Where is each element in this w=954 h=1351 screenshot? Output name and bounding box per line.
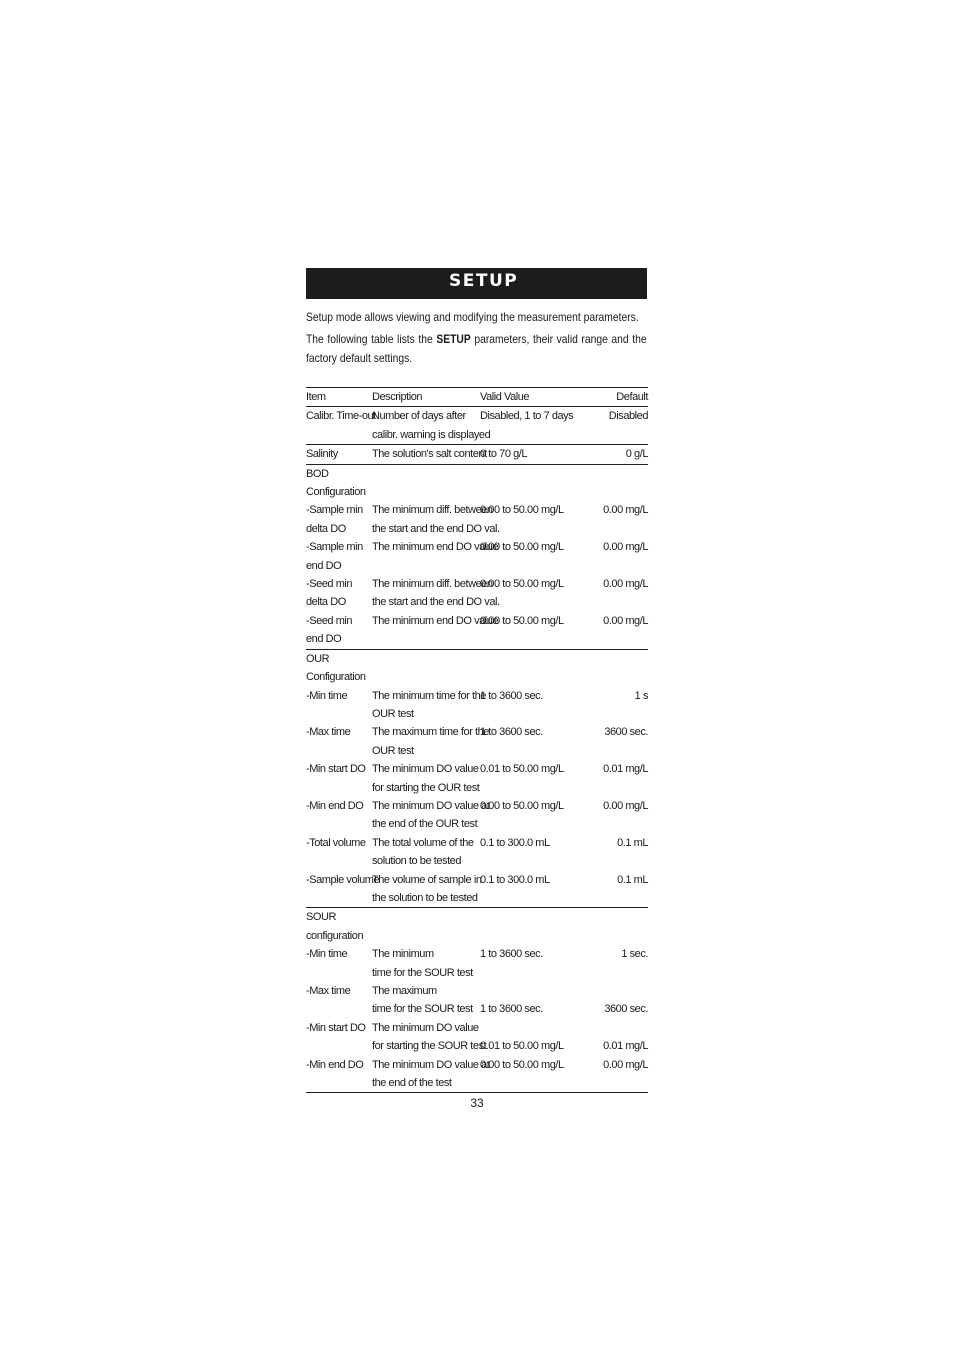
cell-item: end DO [306,630,372,649]
cell-description [372,908,480,927]
cell-description: time for the SOUR test [372,1003,473,1016]
table-row [306,889,648,908]
cell-description: solution to be tested [372,855,462,868]
section-title: SETUP [449,271,519,291]
cell-item [306,889,372,908]
table-header-row [306,388,648,407]
cell-item: Configuration [306,486,366,499]
cell-item: -Min end DO [306,799,364,812]
setup-parameters-table [306,387,648,1093]
cell-default: 0.00 mg/L [603,541,648,554]
cell-description [372,464,480,483]
cell-item [306,1000,372,1018]
cell-description: The maximum [372,985,437,997]
cell-default [580,964,648,982]
cell-item: -Min time [306,689,348,702]
cell-default [580,982,648,1000]
cell-description: time for the SOUR test [372,966,473,979]
cell-item [306,815,372,833]
cell-valid-value: 0.1 to 300.0 mL [480,873,550,886]
cell-item: -Sample volume [306,873,380,886]
cell-description: The minimum DO value at [372,799,490,812]
table-row [306,815,648,833]
cell-default: 0 g/L [580,445,648,464]
intro-line-2 [306,330,647,368]
cell-valid-value [480,668,580,686]
intro-text-after: parameters, their valid range and the factory default settings. [306,332,647,365]
cell-default: 0.1 mL [617,873,648,886]
table-row [306,1074,648,1093]
cell-item: SOUR [306,911,336,924]
table-row [306,927,648,945]
cell-valid-value [480,964,580,982]
cell-valid-value [480,815,580,833]
cell-item: Salinity [306,445,372,464]
table-row [306,945,648,963]
cell-default [580,852,648,870]
cell-item: -Max time [306,985,351,997]
cell-default [580,908,648,927]
table-row [306,407,648,426]
table-body [306,407,648,1093]
table-row [306,1019,648,1037]
cell-default: 0.00 mg/L [603,1058,648,1071]
cell-item [306,742,372,760]
cell-valid-value [480,426,580,445]
table-row [306,687,648,705]
cell-default [580,483,648,501]
cell-item: delta DO [306,596,346,609]
cell-description [372,668,480,686]
cell-valid-value: 0.00 to 50.00 mg/L [480,541,564,554]
cell-description: OUR test [372,707,414,720]
cell-item: -Min start DO [306,1021,366,1034]
cell-valid-value: 0.00 to 50.00 mg/L [480,799,564,812]
cell-default: 0.1 mL [617,836,648,849]
cell-item [306,964,372,982]
cell-description [372,927,480,945]
cell-item [306,426,372,445]
cell-description: The maximum time for the [372,726,489,739]
table-row [306,834,648,852]
cell-item: Calibr. Time-out [306,410,376,423]
cell-default [580,815,648,833]
cell-valid-value: 1 to 3600 sec. [480,726,543,739]
cell-default: 3600 sec. [604,726,648,739]
table-row [306,612,648,630]
cell-valid-value [480,483,580,501]
table-row [306,445,648,464]
table-row [306,964,648,982]
cell-description: the end of the OUR test [372,818,478,831]
table-row [306,557,648,575]
cell-valid-value: 0.01 to 50.00 mg/L [480,763,564,776]
cell-valid-value [480,1074,580,1093]
cell-description: OUR test [372,744,414,757]
cell-default: 0.01 mg/L [603,763,648,776]
cell-description: Number of days after [372,410,466,423]
cell-valid-value [480,649,580,668]
table-row [306,501,648,519]
cell-default: 1 sec. [621,948,648,961]
cell-valid-value [480,1019,580,1037]
cell-valid-value: 0.00 to 50.00 mg/L [480,504,564,517]
table-row [306,705,648,723]
cell-description: The minimum [372,948,434,961]
table-row [306,520,648,538]
table-row [306,593,648,611]
table-row [306,668,648,686]
table-row [306,575,648,593]
cell-default: 1 s [634,689,648,702]
table-row [306,1056,648,1074]
cell-valid-value [480,908,580,927]
header-valid-value: Valid Value [480,388,580,407]
table-row [306,538,648,556]
cell-description: The solution's salt content [372,445,480,464]
cell-valid-value [480,705,580,723]
cell-default [580,426,648,445]
cell-valid-value: 0.1 to 300.0 mL [480,836,550,849]
cell-description [372,649,480,668]
cell-description: The minimum DO value [372,763,479,776]
cell-item: -Max time [306,726,351,739]
cell-description [372,630,480,649]
cell-valid-value: 1 to 3600 sec. [480,948,543,961]
cell-default: 0.01 mg/L [603,1040,648,1053]
cell-valid-value [480,630,580,649]
table-row [306,982,648,1000]
cell-default [580,1074,648,1093]
cell-item: delta DO [306,522,346,535]
cell-default [580,520,648,538]
cell-description: for starting the SOUR test [372,1040,487,1053]
table-row [306,852,648,870]
cell-default [580,593,648,611]
cell-valid-value: 0.00 to 50.00 mg/L [480,614,564,627]
cell-default [580,630,648,649]
cell-valid-value: 1 to 3600 sec. [480,1003,543,1016]
cell-item: -Sample min [306,541,363,554]
cell-valid-value: Disabled, 1 to 7 days [480,410,574,423]
intro-paragraph-2 [306,330,647,368]
table-row [306,871,648,889]
cell-default [580,779,648,797]
cell-default [580,889,648,908]
cell-valid-value [480,557,580,575]
cell-item: -Sample min [306,504,363,517]
cell-description: The minimum DO value [372,1021,479,1034]
cell-description [372,557,480,575]
cell-description: The minimum diff. between [372,578,493,591]
cell-description: The volume of sample in [372,873,482,886]
cell-description: the start and the end DO val. [372,596,500,609]
section-title-banner [306,268,647,299]
cell-valid-value [480,982,580,1000]
table-row [306,908,648,927]
cell-item: Configuration [306,671,366,684]
cell-item: BOD [306,467,329,480]
header-default: Default [580,388,648,407]
cell-item: -Seed min [306,578,353,591]
cell-item [306,1074,372,1093]
cell-item: -Min start DO [306,763,366,776]
cell-description: The minimum diff. between [372,504,493,517]
cell-description [372,483,480,501]
cell-default: 0.00 mg/L [603,799,648,812]
header-description: Description [372,388,480,407]
table-row [306,483,648,501]
table-row [306,723,648,741]
page-number: 33 [470,1096,484,1110]
cell-description: calibr. warning is displayed [372,426,480,445]
intro-setup-keyword: SETUP [436,332,471,346]
table-row [306,779,648,797]
intro-line-1: Setup mode allows viewing and modifying the measurement parameters. [306,310,639,324]
cell-default: 3600 sec. [604,1003,648,1016]
table-row [306,649,648,668]
cell-item [306,1037,372,1055]
cell-valid-value [480,779,580,797]
cell-item: -Seed min [306,614,353,627]
table-row [306,426,648,445]
table-row [306,1000,648,1018]
table-row [306,464,648,483]
cell-valid-value: 0.01 to 50.00 mg/L [480,1040,564,1053]
cell-default: 0.00 mg/L [603,578,648,591]
cell-item [306,852,372,870]
cell-item: configuration [306,929,364,942]
cell-default [580,668,648,686]
cell-description: the start and the end DO val. [372,522,500,535]
cell-description: the solution to be tested [372,889,480,908]
cell-description: The minimum time for the [372,689,486,702]
cell-valid-value [480,852,580,870]
cell-default: Disabled [608,410,648,423]
cell-description: the end of the test [372,1074,480,1093]
cell-description: The minimum DO value at [372,1058,490,1071]
cell-description: The minimum end DO value [372,541,499,554]
cell-default [580,927,648,945]
cell-item: -Min end DO [306,1058,364,1071]
table-row [306,797,648,815]
cell-default: 0.00 mg/L [603,614,648,627]
cell-item: -Min time [306,948,348,961]
table-row [306,742,648,760]
cell-default [580,742,648,760]
intro-paragraph-1 [306,308,647,327]
table-row [306,1037,648,1055]
cell-valid-value: 0.00 to 50.00 mg/L [480,1058,564,1071]
cell-valid-value: 0.00 to 50.00 mg/L [480,578,564,591]
cell-default [580,1019,648,1037]
cell-default: 0.00 mg/L [603,504,648,517]
cell-item: OUR [306,652,330,665]
cell-default [580,464,648,483]
cell-valid-value: 0 to 70 g/L [480,445,580,464]
cell-description: for starting the OUR test [372,781,480,794]
intro-text-before: The following table lists the [306,332,437,346]
cell-valid-value [480,464,580,483]
header-item: Item [306,388,372,407]
table-row [306,630,648,649]
cell-item [306,705,372,723]
cell-default [580,649,648,668]
cell-item: -Total volume [306,836,366,849]
cell-valid-value [480,927,580,945]
cell-valid-value [480,742,580,760]
table-row [306,760,648,778]
cell-default [580,557,648,575]
cell-default [580,705,648,723]
cell-valid-value: 1 to 3600 sec. [480,689,543,702]
cell-item: end DO [306,559,342,572]
cell-item [306,779,372,797]
cell-description: The total volume of the [372,836,474,849]
cell-valid-value [480,889,580,908]
cell-description: The minimum end DO value [372,614,499,627]
